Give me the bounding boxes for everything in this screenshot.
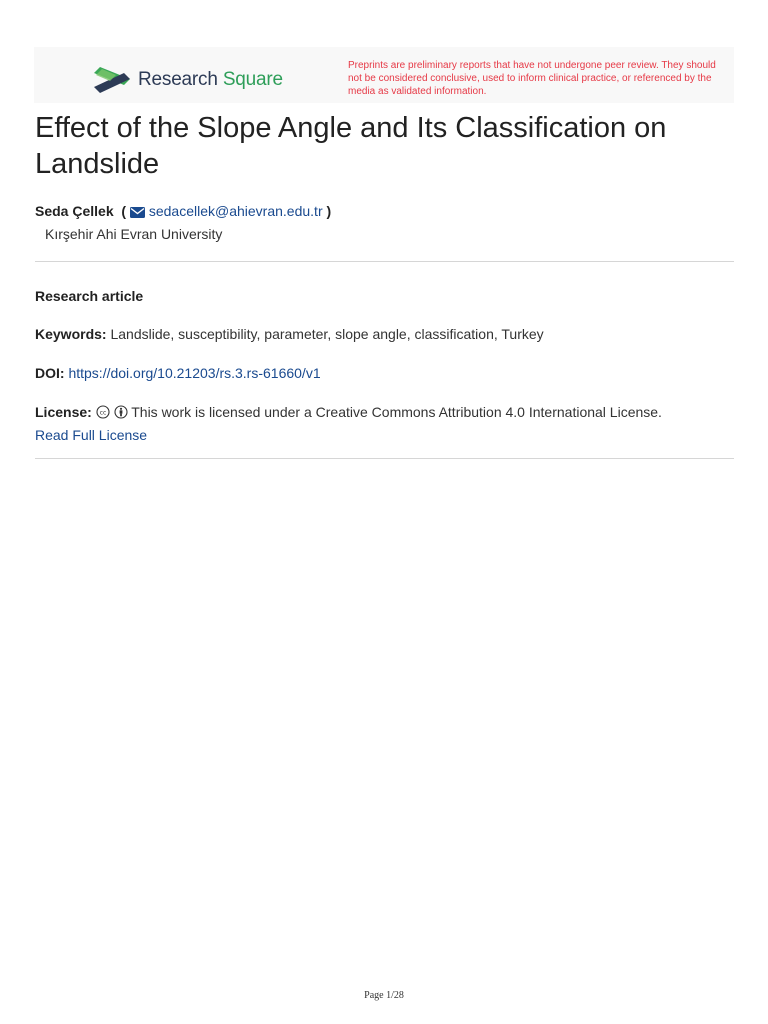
creative-commons-icon: [96, 405, 110, 419]
page-number: Page 1/28: [364, 990, 404, 1001]
svg-text:cc: cc: [99, 409, 107, 417]
logo-research-text: Research: [138, 69, 218, 90]
divider-bottom: [35, 458, 734, 459]
logo-square-text: Square: [222, 69, 283, 90]
paper-title: Effect of the Slope Angle and Its Classification on Landslide: [35, 112, 667, 180]
logo-wordmark: [138, 69, 283, 91]
license-text: This work is licensed under a Creative Commons Attribution 4.0 International License.: [131, 404, 662, 420]
author-line: [35, 203, 331, 219]
license-row: [35, 404, 662, 420]
preprint-disclaimer: Preprints are preliminary reports that have not undergone peer review. They should not be considered conclusive, used to inform clinical practice, or referenced by the media as validated information.: [348, 60, 716, 97]
license-label: License:: [35, 404, 92, 420]
doi-row: [35, 365, 321, 381]
doi-link[interactable]: https://doi.org/10.21203/rs.3.rs-61660/v1: [68, 365, 321, 381]
article-type: [35, 288, 143, 304]
doi-label: DOI:: [35, 365, 65, 381]
author-email-link[interactable]: [130, 203, 323, 219]
keywords-value: Landslide, susceptibility, parameter, slope angle, classification, Turkey: [110, 326, 544, 342]
article-type-label: Research article: [35, 288, 144, 304]
read-full-license-link[interactable]: Read Full License: [35, 427, 148, 443]
license-link-row: [35, 427, 147, 443]
close-paren: ): [322, 203, 332, 219]
author-affiliation: Kırşehir Ahi Evran University: [45, 226, 223, 242]
keywords-row: [35, 326, 544, 342]
author-name: Seda Çellek: [35, 203, 114, 219]
divider-top: [35, 261, 734, 262]
attribution-icon: [114, 405, 128, 419]
open-paren: (: [117, 203, 127, 219]
research-square-logo[interactable]: [94, 65, 283, 95]
author-email: sedacellek@ahievran.edu.tr: [148, 203, 323, 219]
envelope-icon: [130, 207, 145, 218]
header-banner: [34, 47, 734, 103]
research-square-logo-icon: [94, 65, 130, 95]
keywords-label: Keywords:: [35, 326, 107, 342]
